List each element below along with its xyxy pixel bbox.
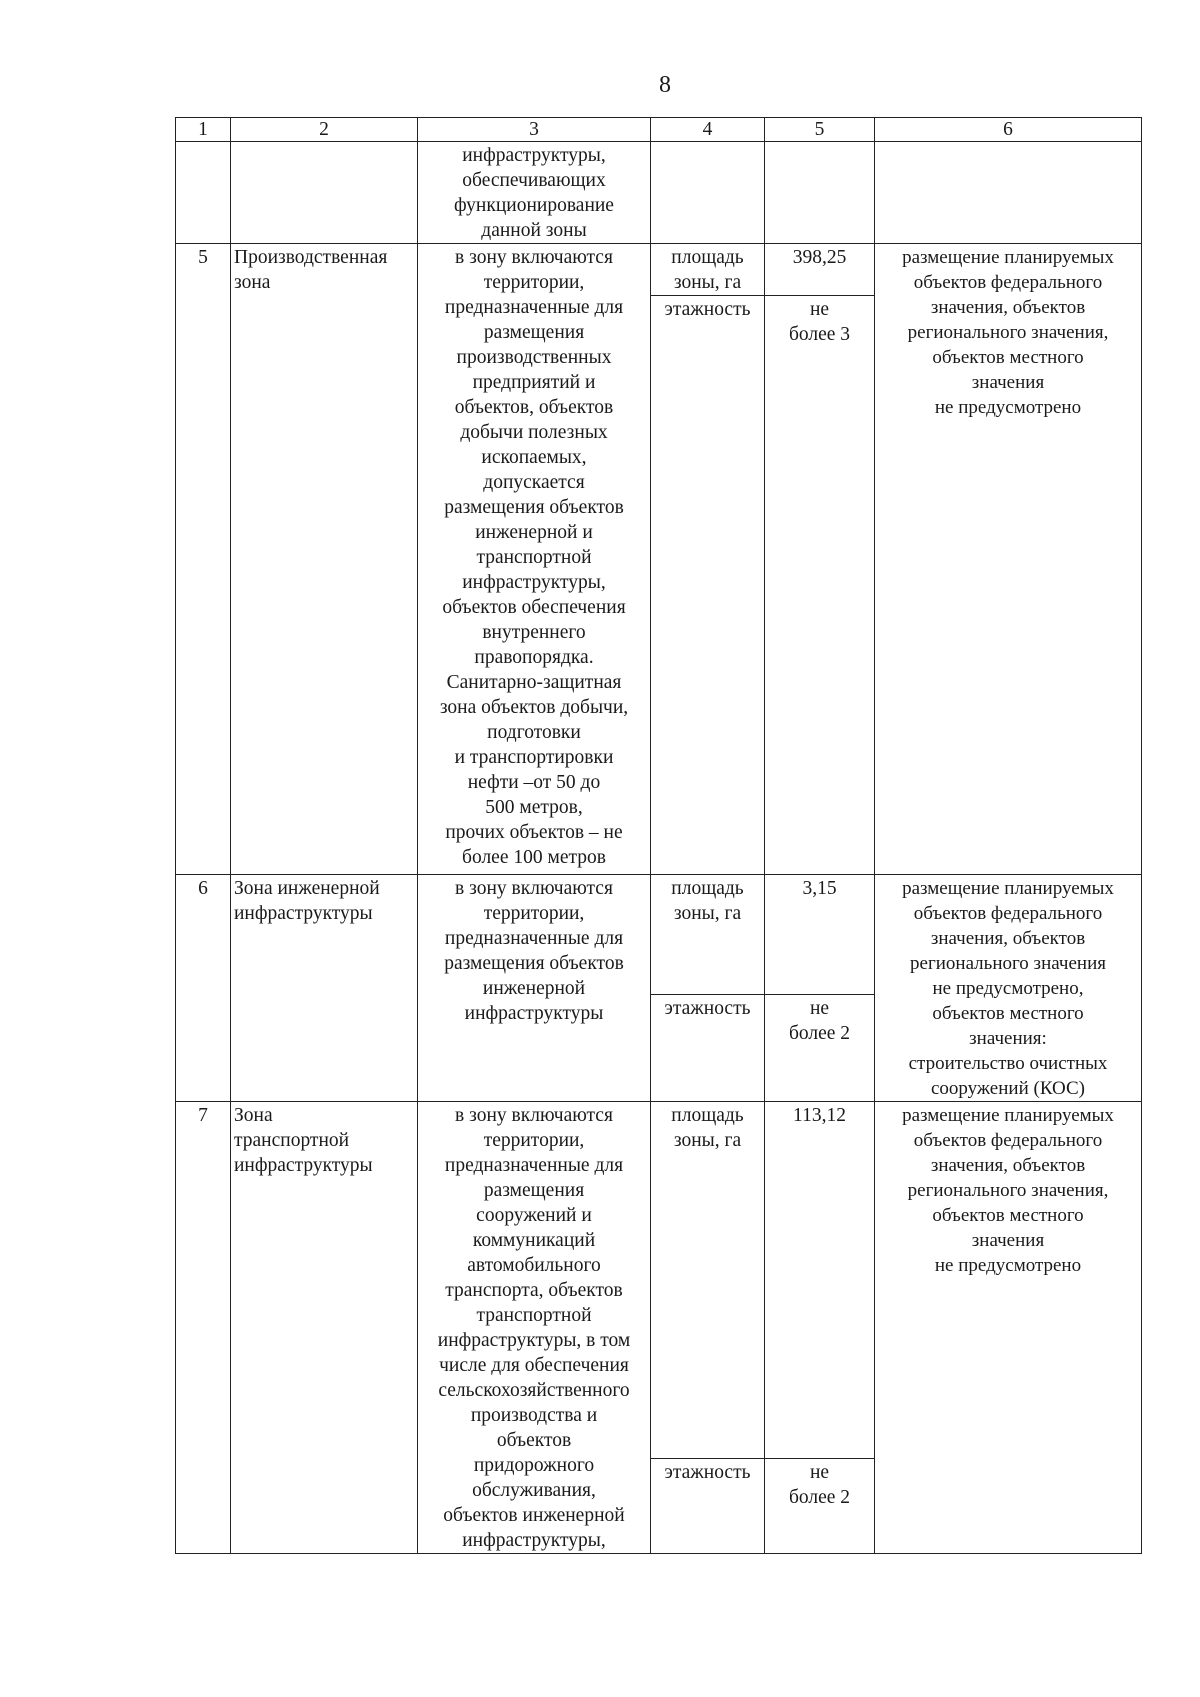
- zone-note: размещение планируемых объектов федерального значения, объектов регионального значения, объектов местного значения не предусмотрено: [875, 1102, 1142, 1554]
- zone-param-area: площадь зоны, га: [651, 875, 765, 995]
- column-number-3: 3: [418, 118, 651, 142]
- continuation-param-cell: [651, 142, 765, 244]
- column-number-4: 4: [651, 118, 765, 142]
- zone-name: Зона инженерной инфраструктуры: [231, 875, 418, 1102]
- continuation-num-cell: [176, 142, 231, 244]
- continuation-name-cell: [231, 142, 418, 244]
- zone-param-floors: этажность: [651, 994, 765, 1101]
- zone-value-floors: не более 2: [765, 1459, 875, 1554]
- continuation-value-cell: [765, 142, 875, 244]
- zone-value-area: 3,15: [765, 875, 875, 995]
- zone-value-area: 398,25: [765, 244, 875, 296]
- table-row-zone-5-a: [176, 244, 1142, 296]
- column-number-6: 6: [875, 118, 1142, 142]
- zone-param-floors: этажность: [651, 296, 765, 875]
- zone-value-floors: не более 2: [765, 994, 875, 1101]
- continuation-description: инфраструктуры, обеспечивающих функционирование данной зоны: [418, 142, 651, 244]
- column-number-5: 5: [765, 118, 875, 142]
- table-row-zone-6-a: [176, 875, 1142, 995]
- zone-description: в зону включаются территории, предназначенные для размещения сооружений и коммуникаций автомобильного транспорта, объектов транспортной инфраструктуры, в том числе для обеспечения сельскохозяйственного производства и объектов придорожного обслуживания, объектов инженерной инфраструктуры,: [418, 1102, 651, 1554]
- zone-name: Зона транспортной инфраструктуры: [231, 1102, 418, 1554]
- table-row-zone-7-a: [176, 1102, 1142, 1459]
- zone-param-floors: этажность: [651, 1459, 765, 1554]
- column-number-2: 2: [231, 118, 418, 142]
- column-number-1: 1: [176, 118, 231, 142]
- zone-description: в зону включаются территории, предназначенные для размещения объектов инженерной инфраструктуры: [418, 875, 651, 1102]
- zone-name: Производственная зона: [231, 244, 418, 875]
- column-number-row: [176, 118, 1142, 142]
- zones-table: [175, 117, 1142, 1554]
- zone-number: 7: [176, 1102, 231, 1554]
- continuation-row: [176, 142, 1142, 244]
- zone-note: размещение планируемых объектов федерального значения, объектов регионального значения, объектов местного значения не предусмотрено: [875, 244, 1142, 875]
- zone-value-floors: не более 3: [765, 296, 875, 875]
- page-number: 8: [659, 72, 671, 98]
- zone-param-area: площадь зоны, га: [651, 244, 765, 296]
- zone-number: 6: [176, 875, 231, 1102]
- zone-param-area: площадь зоны, га: [651, 1102, 765, 1459]
- zone-number: 5: [176, 244, 231, 875]
- continuation-note-cell: [875, 142, 1142, 244]
- zone-description: в зону включаются территории, предназначенные для размещения производственных предприятий и объектов, объектов добычи полезных ископаемых, допускается размещения объектов инженерной и транспортной инфраструктуры, объектов обеспечения внутреннего правопорядка. Санитарно-защитная зона объектов добычи, подготовки и транспортировки нефти –от 50 до 500 метров, прочих объектов – не более 100 метров: [418, 244, 651, 875]
- zone-value-area: 113,12: [765, 1102, 875, 1459]
- zone-note: размещение планируемых объектов федерального значения, объектов регионального значения не предусмотрено, объектов местного значения: строительство очистных сооружений (КОС): [875, 875, 1142, 1102]
